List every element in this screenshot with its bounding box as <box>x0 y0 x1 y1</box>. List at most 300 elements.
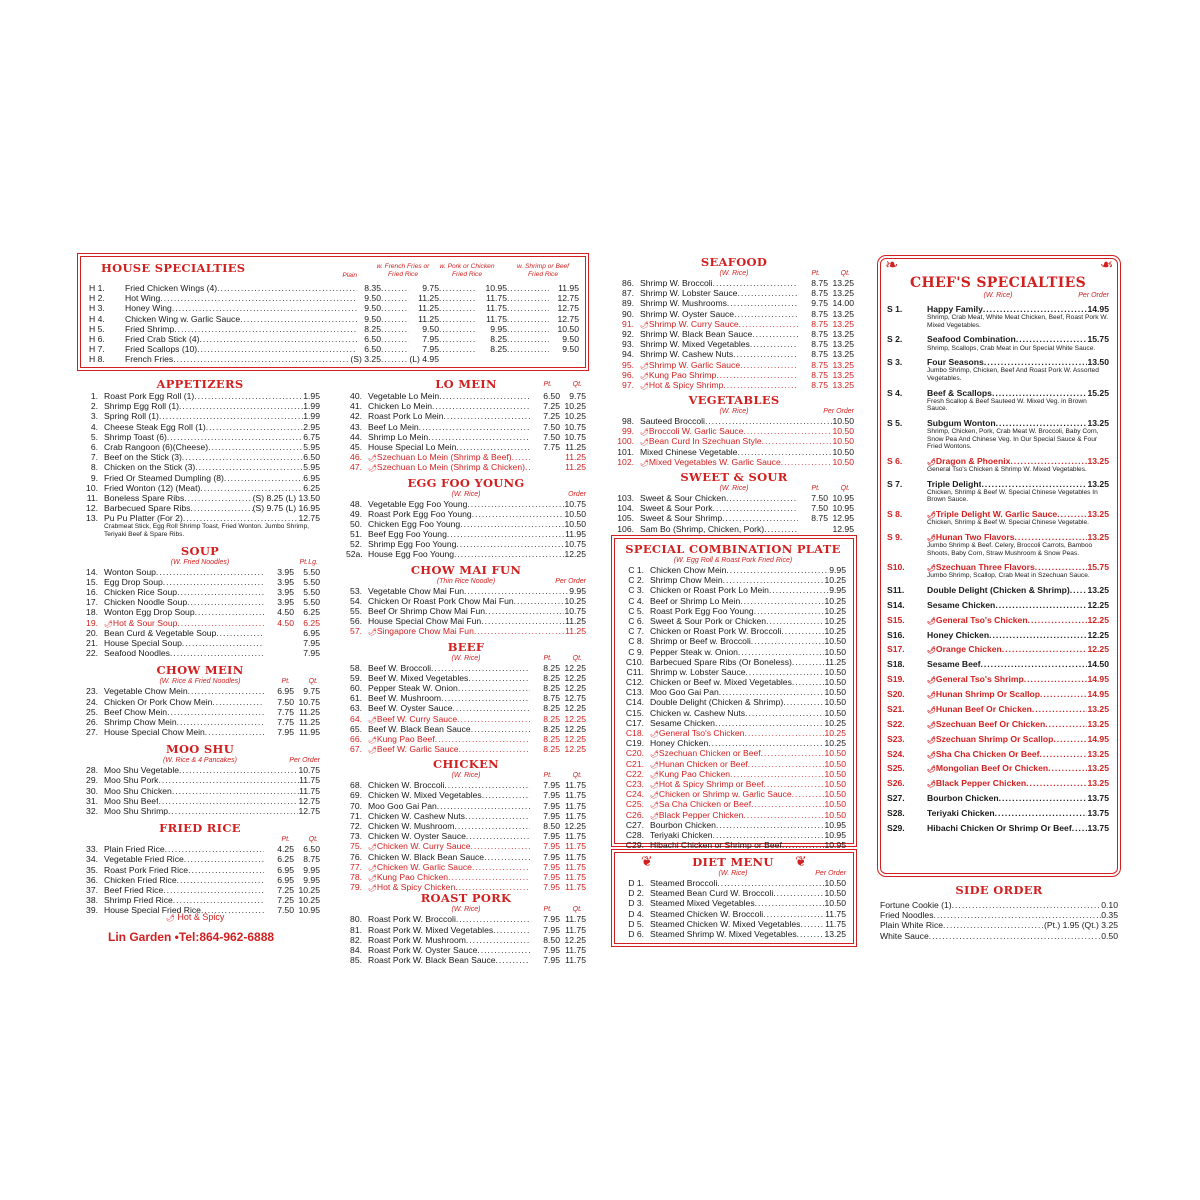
item-name: Four Seasons <box>927 357 984 368</box>
section-title: ROAST PORK <box>420 891 512 906</box>
leader-dots <box>195 607 264 617</box>
item-name: Singapore Chow Mai Fun <box>376 626 474 637</box>
item-price-qt: 12.95 <box>832 513 854 524</box>
item-price-qt: 13.25 <box>832 369 854 380</box>
leader-dots <box>507 293 549 303</box>
menu-item <box>620 687 846 697</box>
item-price: 10.50 <box>824 687 846 698</box>
item-number: 46. <box>350 452 362 463</box>
item-price: 12.25 <box>1087 644 1109 655</box>
leader-dots <box>187 597 264 607</box>
item-name: Barbecued Spare Ribs <box>104 503 191 514</box>
menu-item <box>346 683 586 693</box>
column-2 <box>346 378 586 965</box>
chef-item <box>887 479 1109 504</box>
menu-item <box>880 931 1118 941</box>
chili-icon: 🌶 <box>650 761 659 769</box>
item-price: 13.25 <box>1087 531 1109 542</box>
item-number: 66. <box>350 733 362 744</box>
item-name: Shrimp Toast (6) <box>104 431 167 442</box>
item-number: 91. <box>622 318 634 329</box>
item-number: C28. <box>625 829 644 840</box>
item-number: 38. <box>86 895 98 906</box>
menu-item <box>620 677 846 687</box>
menu-item <box>620 799 846 809</box>
item-number: C18. <box>625 728 644 738</box>
chef-item <box>887 357 1109 382</box>
menu-item <box>346 606 586 616</box>
section-title: CHICKEN <box>433 757 499 772</box>
chili-icon: 🌶 <box>650 812 659 820</box>
leader-dots <box>174 324 357 334</box>
item-number: 73. <box>350 831 362 842</box>
item-number: S 4. <box>887 387 903 398</box>
leader-dots <box>482 790 530 800</box>
item-price-qt: 11.75 <box>565 831 586 842</box>
menu-item <box>614 329 854 339</box>
section-subheader <box>887 291 1109 300</box>
menu-item <box>80 854 320 864</box>
item-number: 95. <box>622 359 634 370</box>
item-number: 15. <box>86 576 98 587</box>
menu-item <box>620 565 846 575</box>
menu-item <box>620 575 846 585</box>
item-number: 35. <box>86 864 98 875</box>
menu-item <box>620 830 846 840</box>
item-price-pt: 6.95 <box>277 874 294 885</box>
item-name: Sesame Chicken <box>650 717 715 728</box>
item-number: 12. <box>86 503 98 514</box>
leader-dots <box>441 693 530 703</box>
leader-dots <box>726 493 798 503</box>
item-price-pt: 3.95 <box>277 566 294 577</box>
item-name: French Fries <box>125 354 174 365</box>
chili-icon: 🌶 <box>640 459 649 467</box>
item-description: Chicken, Shrimp & Beef W. Special Chinese Vegetables In Brown Sauce. <box>927 488 1098 504</box>
item-name: House Special Fried Rice <box>104 905 201 916</box>
item-price-pt: 7.75 <box>277 716 294 727</box>
leader-dots <box>454 549 564 559</box>
item-name: Chicken W. Cashew Nuts <box>368 810 465 821</box>
menu-item <box>346 442 586 452</box>
item-number: 1. <box>90 391 98 401</box>
item-price: 6.25 <box>303 482 320 493</box>
item-number: S14. <box>887 599 905 610</box>
item-number: 104. <box>617 503 634 514</box>
item-name: Teriyaki Chicken <box>927 808 995 819</box>
section-subtitle: (W. Rice) <box>451 772 481 780</box>
menu-item <box>346 935 586 945</box>
leader-dots <box>481 616 565 626</box>
item-number: 78. <box>350 871 362 882</box>
item-name: Steamed Shrimp W. Mixed Vegetables <box>650 928 797 939</box>
item-price: (Pt.) 1.95 (Qt.) 3.25 <box>1043 920 1118 931</box>
menu-item <box>887 509 1109 519</box>
item-name: Beef Fried Rice <box>104 884 164 895</box>
col-header-1: Order <box>568 490 586 498</box>
leader-dots <box>158 796 298 806</box>
menu-item <box>620 840 846 850</box>
item-price: 14.95 <box>1087 689 1109 700</box>
menu-item <box>80 607 320 617</box>
menu-item <box>346 744 586 754</box>
item-price-pt: 4.25 <box>277 844 294 855</box>
menu-item <box>346 616 586 626</box>
leader-dots <box>435 734 530 744</box>
leader-dots <box>466 831 530 841</box>
leader-dots <box>477 945 530 955</box>
item-number: 65. <box>350 723 362 734</box>
item-price-0: 9.50 <box>364 293 381 304</box>
menu-item <box>80 885 320 895</box>
item-name: Beef Lo Mein <box>368 421 419 432</box>
item-price: 13.25 <box>1087 455 1109 466</box>
item-number: S27. <box>887 793 905 804</box>
menu-item <box>346 529 586 539</box>
leader-dots <box>751 799 824 809</box>
menu-item <box>620 820 846 830</box>
menu-item <box>620 789 846 799</box>
item-number: D 3. <box>628 898 644 909</box>
leader-dots <box>715 718 825 728</box>
item-price: 11.75 <box>299 785 320 796</box>
menu-item <box>346 626 586 636</box>
chef-item <box>887 630 1109 640</box>
item-price-qt: 7.95 <box>303 637 320 648</box>
item-name: Chicken Noodle Soup <box>104 597 188 608</box>
item-name: Broccoli W. Garlic Sauce <box>648 426 744 437</box>
item-number: 92. <box>622 328 634 339</box>
item-name: Roast Pork Egg Roll (1) <box>104 391 195 401</box>
item-price-1: 7.95 <box>422 344 439 355</box>
item-name: Roast Pork W. Mushroom <box>368 934 466 945</box>
item-price-3: 12.75 <box>557 313 579 324</box>
menu-item <box>887 532 1109 542</box>
menu-item <box>614 524 854 534</box>
chef-title: CHEF'S SPECIALTIES <box>910 275 1086 291</box>
item-description: Shrimp, Crab Meat, White Meat Chicken, Beef, Roast Pork W. Mixed Vegetables. <box>927 314 1109 329</box>
item-name: Chicken W. Broccoli <box>368 780 445 791</box>
item-price: 13.25 <box>1087 748 1109 759</box>
leader-dots <box>179 401 303 411</box>
leader-dots <box>737 288 798 298</box>
house-hdr-shrimp: w. Shrimp or Beef Fried Rice <box>516 263 570 278</box>
item-name: Bean Curd In Szechuan Style <box>648 436 762 447</box>
section-subheader <box>80 835 320 844</box>
leader-dots <box>466 935 530 945</box>
item-number: C 2. <box>628 575 644 586</box>
item-price-2: 9.95 <box>490 323 507 334</box>
leader-dots <box>992 388 1088 398</box>
menu-item <box>346 811 586 821</box>
item-price: 0.10 <box>1101 900 1118 910</box>
item-price-pt: 8.75 <box>811 513 828 524</box>
menu-item <box>80 786 320 796</box>
item-price: 12.25 <box>1087 599 1109 610</box>
item-name: Triple Delight W. Garlic Sauce <box>935 509 1058 520</box>
item-price: 12.25 <box>564 549 586 560</box>
item-name: Steamed Mixed Vegetables <box>650 898 755 909</box>
section-subtitle: (W. Fried Noodles) <box>170 558 230 566</box>
col-header-1: Pt. <box>543 654 552 662</box>
item-number: 77. <box>350 861 362 872</box>
item-number: H 7. <box>89 344 105 355</box>
item-price: 12.25 <box>1087 614 1109 625</box>
item-name: Seafood Combination <box>927 334 1016 345</box>
item-number: D 4. <box>628 908 644 919</box>
item-price-qt: 12.95 <box>832 523 854 534</box>
leader-dots <box>723 575 825 585</box>
item-name: Chicken Or Pork Chow Mein <box>104 696 213 707</box>
leader-dots <box>1040 689 1087 699</box>
leader-dots <box>743 810 824 820</box>
leader-dots <box>761 748 825 758</box>
item-name: Moo Goo Gai Pan <box>368 800 437 811</box>
item-number: C20. <box>625 748 644 759</box>
leader-dots <box>739 319 798 329</box>
item-price-qt: 13.25 <box>832 379 854 390</box>
item-price: 10.50 <box>824 799 846 810</box>
house-hdr-plain: Plain <box>342 272 357 279</box>
leader-dots <box>734 309 798 319</box>
leader-dots <box>999 793 1088 803</box>
chili-icon: 🌶 <box>640 439 649 447</box>
item-number: 84. <box>350 944 362 955</box>
item-name: Moo Goo Gai Pan <box>650 687 719 698</box>
item-name: Hunan Chicken or Beef <box>658 758 748 769</box>
section-subtitle: (W. Rice & 4 Pancakes) <box>162 757 238 765</box>
leader-dots <box>163 577 264 587</box>
item-price-qt: 6.95 <box>303 627 320 638</box>
item-number: 50. <box>350 518 362 529</box>
section-title: BEEF <box>447 639 485 654</box>
menu-item <box>620 585 846 595</box>
menu-item <box>80 796 320 806</box>
menu-item <box>346 714 586 724</box>
item-price-qt: 10.95 <box>832 503 854 514</box>
item-price-qt: 12.25 <box>564 733 586 744</box>
item-number: S10. <box>887 562 905 573</box>
item-price: 9.95 <box>569 585 586 596</box>
item-price: 10.50 <box>564 508 586 519</box>
item-name: Szechuan Shrimp Or Scallop <box>935 733 1054 744</box>
item-price: 13.25 <box>1087 778 1109 789</box>
menu-item <box>614 339 854 349</box>
leader-dots <box>184 854 264 864</box>
menu-item <box>880 900 1118 910</box>
menu-item <box>614 298 854 308</box>
item-name: Beef W. Oyster Sauce <box>368 703 453 714</box>
item-number: S29. <box>887 822 905 833</box>
item-price: 12.75 <box>298 806 320 816</box>
menu-item <box>346 831 586 841</box>
item-price-qt: 13.25 <box>832 328 854 339</box>
menu-item <box>80 493 320 503</box>
item-name: General Tso's Chicken <box>658 728 745 738</box>
item-number: 75. <box>350 841 362 852</box>
leader-dots <box>472 862 530 872</box>
item-number: 30. <box>86 785 98 796</box>
item-price-pt: 7.25 <box>277 895 294 906</box>
menu-item <box>346 955 586 965</box>
item-name: Chicken W. Black Bean Sauce <box>368 851 485 862</box>
item-name: Sa Cha Chicken or Beef <box>658 799 752 810</box>
item-price-qt: 13.25 <box>832 288 854 299</box>
menu-item <box>89 334 579 344</box>
leader-dots <box>792 789 825 799</box>
menu-item <box>887 418 1109 428</box>
item-number: 8. <box>90 462 98 473</box>
item-number: H 3. <box>89 303 105 314</box>
chili-icon: 🌶 <box>927 736 936 744</box>
menu-item <box>620 929 846 939</box>
item-price-2: 11.75 <box>486 303 507 314</box>
leader-dots <box>1070 585 1088 595</box>
leader-dots <box>1053 734 1087 744</box>
leader-dots <box>381 303 409 313</box>
item-price-pt: 8.75 <box>543 693 560 704</box>
chef-item <box>887 719 1109 729</box>
section-subtitle: (W. Rice & Fried Noodles) <box>159 678 241 686</box>
leader-dots <box>464 586 569 596</box>
leader-dots <box>716 820 825 830</box>
leader-dots <box>983 304 1088 314</box>
item-name: Beef & Scallops <box>927 387 992 398</box>
menu-item <box>80 483 320 493</box>
leader-dots <box>493 925 530 935</box>
item-name: Chicken W. Mixed Vegetables <box>368 790 482 801</box>
item-number: C 8. <box>628 636 644 647</box>
leader-dots <box>167 432 303 442</box>
item-name: House Special Chow Mai Fun <box>368 616 482 627</box>
item-number: 14. <box>86 566 98 577</box>
item-price: 10.25 <box>824 738 846 749</box>
leader-dots <box>746 667 825 677</box>
leader-dots <box>212 697 264 707</box>
menu-item <box>80 895 320 905</box>
item-price: 10.50 <box>824 898 846 909</box>
item-number: 82. <box>350 934 362 945</box>
item-number: 72. <box>350 821 362 831</box>
chili-icon: 🌶 <box>650 731 659 738</box>
item-price-qt: 11.75 <box>565 955 586 966</box>
item-name: Chicken on the Stick (3) <box>104 462 196 473</box>
leader-dots <box>485 606 564 616</box>
item-price-pt: 7.95 <box>543 780 560 791</box>
section-subtitle: (Thin Rice Noodle) <box>436 577 496 585</box>
leader-dots <box>439 314 477 324</box>
leader-dots <box>183 513 299 523</box>
item-price: 10.50 <box>832 436 854 447</box>
leader-dots <box>512 452 530 462</box>
item-price-1: 9.75 <box>422 283 439 293</box>
item-price-pt: 3.95 <box>277 576 294 587</box>
section-subtitle: (W. Rice) <box>718 870 748 877</box>
item-name: Egg Drop Soup <box>104 576 163 587</box>
leader-dots <box>995 600 1087 610</box>
item-name: Black Pepper Chicken <box>658 809 744 820</box>
item-name: Beef on the Stick (3) <box>104 452 182 463</box>
chef-item <box>887 600 1109 610</box>
menu-item <box>80 567 320 577</box>
menu-item <box>80 765 320 775</box>
item-name: Beef W. Mixed Vegetables <box>368 672 469 683</box>
menu-item <box>80 513 320 523</box>
item-number: 18. <box>86 607 98 618</box>
item-price: 14.95 <box>1087 304 1109 314</box>
item-name: Hibachi Chicken Or Shrimp Or Beef <box>927 822 1072 833</box>
item-number: 4. <box>90 421 98 432</box>
section-subtitle: (W. Rice) <box>983 292 1013 299</box>
leader-dots <box>507 344 549 354</box>
item-price-qt: 12.25 <box>564 703 586 714</box>
chef-item <box>887 304 1109 329</box>
item-number: S23. <box>887 733 905 744</box>
leader-dots <box>934 910 1102 920</box>
item-number: C15. <box>625 707 644 718</box>
item-price: 11.95 <box>565 529 586 540</box>
menu-item <box>346 673 586 683</box>
leader-dots <box>197 344 357 354</box>
item-price-qt: 10.75 <box>298 696 320 707</box>
chef-item <box>887 562 1109 580</box>
menu-item <box>80 618 320 628</box>
leader-dots <box>507 283 549 293</box>
item-price-qt: 9.95 <box>303 874 320 885</box>
item-name: Shrimp W. Oyster Sauce <box>640 308 735 319</box>
item-number: S26. <box>887 778 905 789</box>
item-number: 94. <box>622 349 634 360</box>
combo-box <box>614 538 854 851</box>
leader-dots <box>471 841 531 851</box>
item-number: H 2. <box>89 293 105 304</box>
leader-dots <box>474 626 565 636</box>
item-name: Beef W. Curry Sauce <box>376 713 458 724</box>
item-price-2: 11.75 <box>486 313 507 324</box>
item-name: Beef Egg Foo Young <box>368 529 447 540</box>
item-price-3: 9.50 <box>562 333 579 344</box>
item-name: Sauteed Broccoli <box>640 416 705 427</box>
item-price-qt: 11.25 <box>565 441 586 452</box>
item-price-pt: 7.25 <box>277 884 294 895</box>
menu-item <box>620 748 846 758</box>
item-price-pt: 6.95 <box>277 864 294 875</box>
leader-dots <box>194 391 303 401</box>
item-price: 10.50 <box>824 789 846 800</box>
col-header-2: Qt. <box>572 906 582 914</box>
col-header-1: Pt. <box>811 270 820 277</box>
chef-item <box>887 704 1109 714</box>
item-price-pt: 7.95 <box>277 727 294 738</box>
menu-item <box>620 667 846 677</box>
item-price-pt: 7.95 <box>543 914 560 925</box>
item-price: 6.95 <box>303 472 320 483</box>
section-title: EGG FOO YOUNG <box>407 475 525 490</box>
item-number: 21. <box>86 637 98 648</box>
item-number: S25. <box>887 763 905 774</box>
item-price: 0.35 <box>1101 910 1118 921</box>
item-name: Honey Wing <box>125 303 172 314</box>
col-header-2: Qt. <box>840 485 850 492</box>
item-price-3: 9.50 <box>562 344 579 355</box>
item-price: 11.25 <box>565 616 586 627</box>
item-name: Bourbon Chicken <box>650 819 716 830</box>
item-number: 64. <box>350 713 362 724</box>
leader-dots <box>792 677 825 687</box>
leader-dots <box>206 422 304 432</box>
section-subtitle: (W. Rice) <box>719 485 749 492</box>
item-price-pt: 7.95 <box>543 955 560 966</box>
